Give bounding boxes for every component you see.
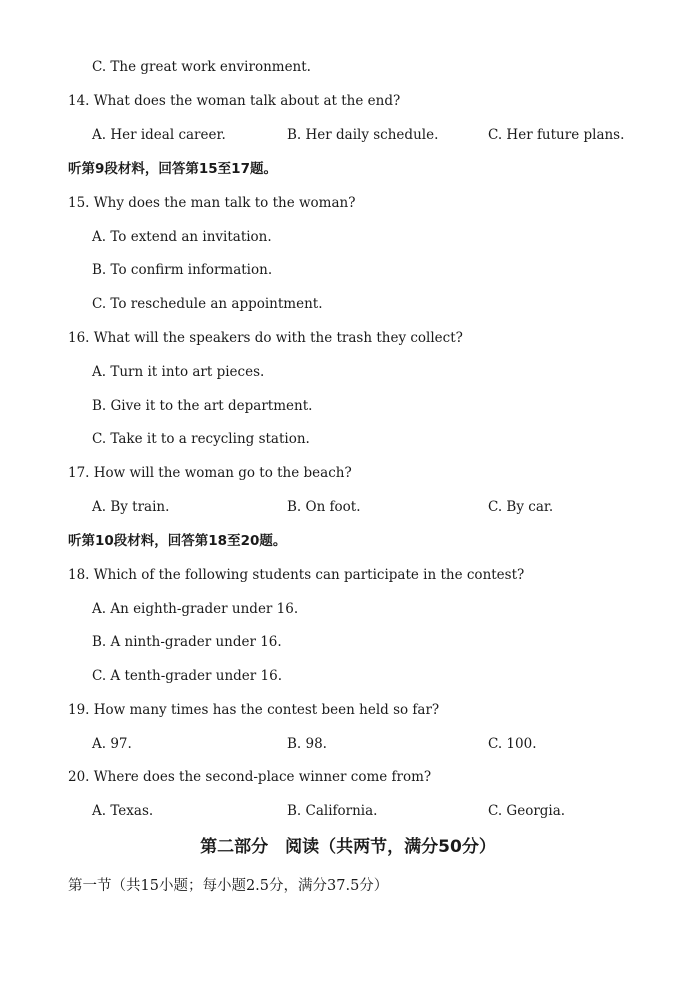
question-18: 18. Which of the following students can participate in the contest? <box>68 567 525 583</box>
section-instruction-9: 听第9段材料，回答第15至17题。 <box>68 161 277 177</box>
q16-option-a: A. Turn it into art pieces. <box>92 364 265 380</box>
question-20: 20. Where does the second-place winner come from? <box>68 769 432 785</box>
q14-option-b: B. Her daily schedule. <box>287 127 439 143</box>
q15-option-b: B. To confirm information. <box>92 262 273 278</box>
q19-option-a: A. 97. <box>92 736 132 752</box>
part-two-title: 第二部分 阅读（共两节，满分50分） <box>200 837 496 857</box>
q17-option-a: A. By train. <box>92 499 170 515</box>
q20-option-c: C. Georgia. <box>488 803 566 819</box>
q15-option-c: C. To reschedule an appointment. <box>92 296 323 312</box>
section-one-heading: 第一节（共15小题；每小题2.5分，满分37.5分） <box>68 878 389 894</box>
q18-option-a: A. An eighth-grader under 16. <box>92 601 299 617</box>
question-17: 17. How will the woman go to the beach? <box>68 465 352 481</box>
q19-option-b: B. 98. <box>287 736 327 752</box>
q20-option-a: A. Texas. <box>92 803 154 819</box>
q20-option-b: B. California. <box>287 803 378 819</box>
section-instruction-10: 听第10段材料，回答第18至20题。 <box>68 533 287 549</box>
q16-option-b: B. Give it to the art department. <box>92 398 313 414</box>
question-19: 19. How many times has the contest been held so far? <box>68 702 440 718</box>
q16-option-c: C. Take it to a recycling station. <box>92 431 310 447</box>
q13-option-c: C. The great work environment. <box>92 59 311 75</box>
q14-option-a: A. Her ideal career. <box>92 127 226 143</box>
q19-option-c: C. 100. <box>488 736 537 752</box>
q18-option-c: C. A tenth-grader under 16. <box>92 668 283 684</box>
q14-option-c: C. Her future plans. <box>488 127 625 143</box>
q18-option-b: B. A ninth-grader under 16. <box>92 634 282 650</box>
question-14: 14. What does the woman talk about at the end? <box>68 93 401 109</box>
question-15: 15. Why does the man talk to the woman? <box>68 195 356 211</box>
q17-option-c: C. By car. <box>488 499 554 515</box>
q17-option-b: B. On foot. <box>287 499 361 515</box>
question-16: 16. What will the speakers do with the trash they collect? <box>68 330 463 346</box>
q15-option-a: A. To extend an invitation. <box>92 229 272 245</box>
